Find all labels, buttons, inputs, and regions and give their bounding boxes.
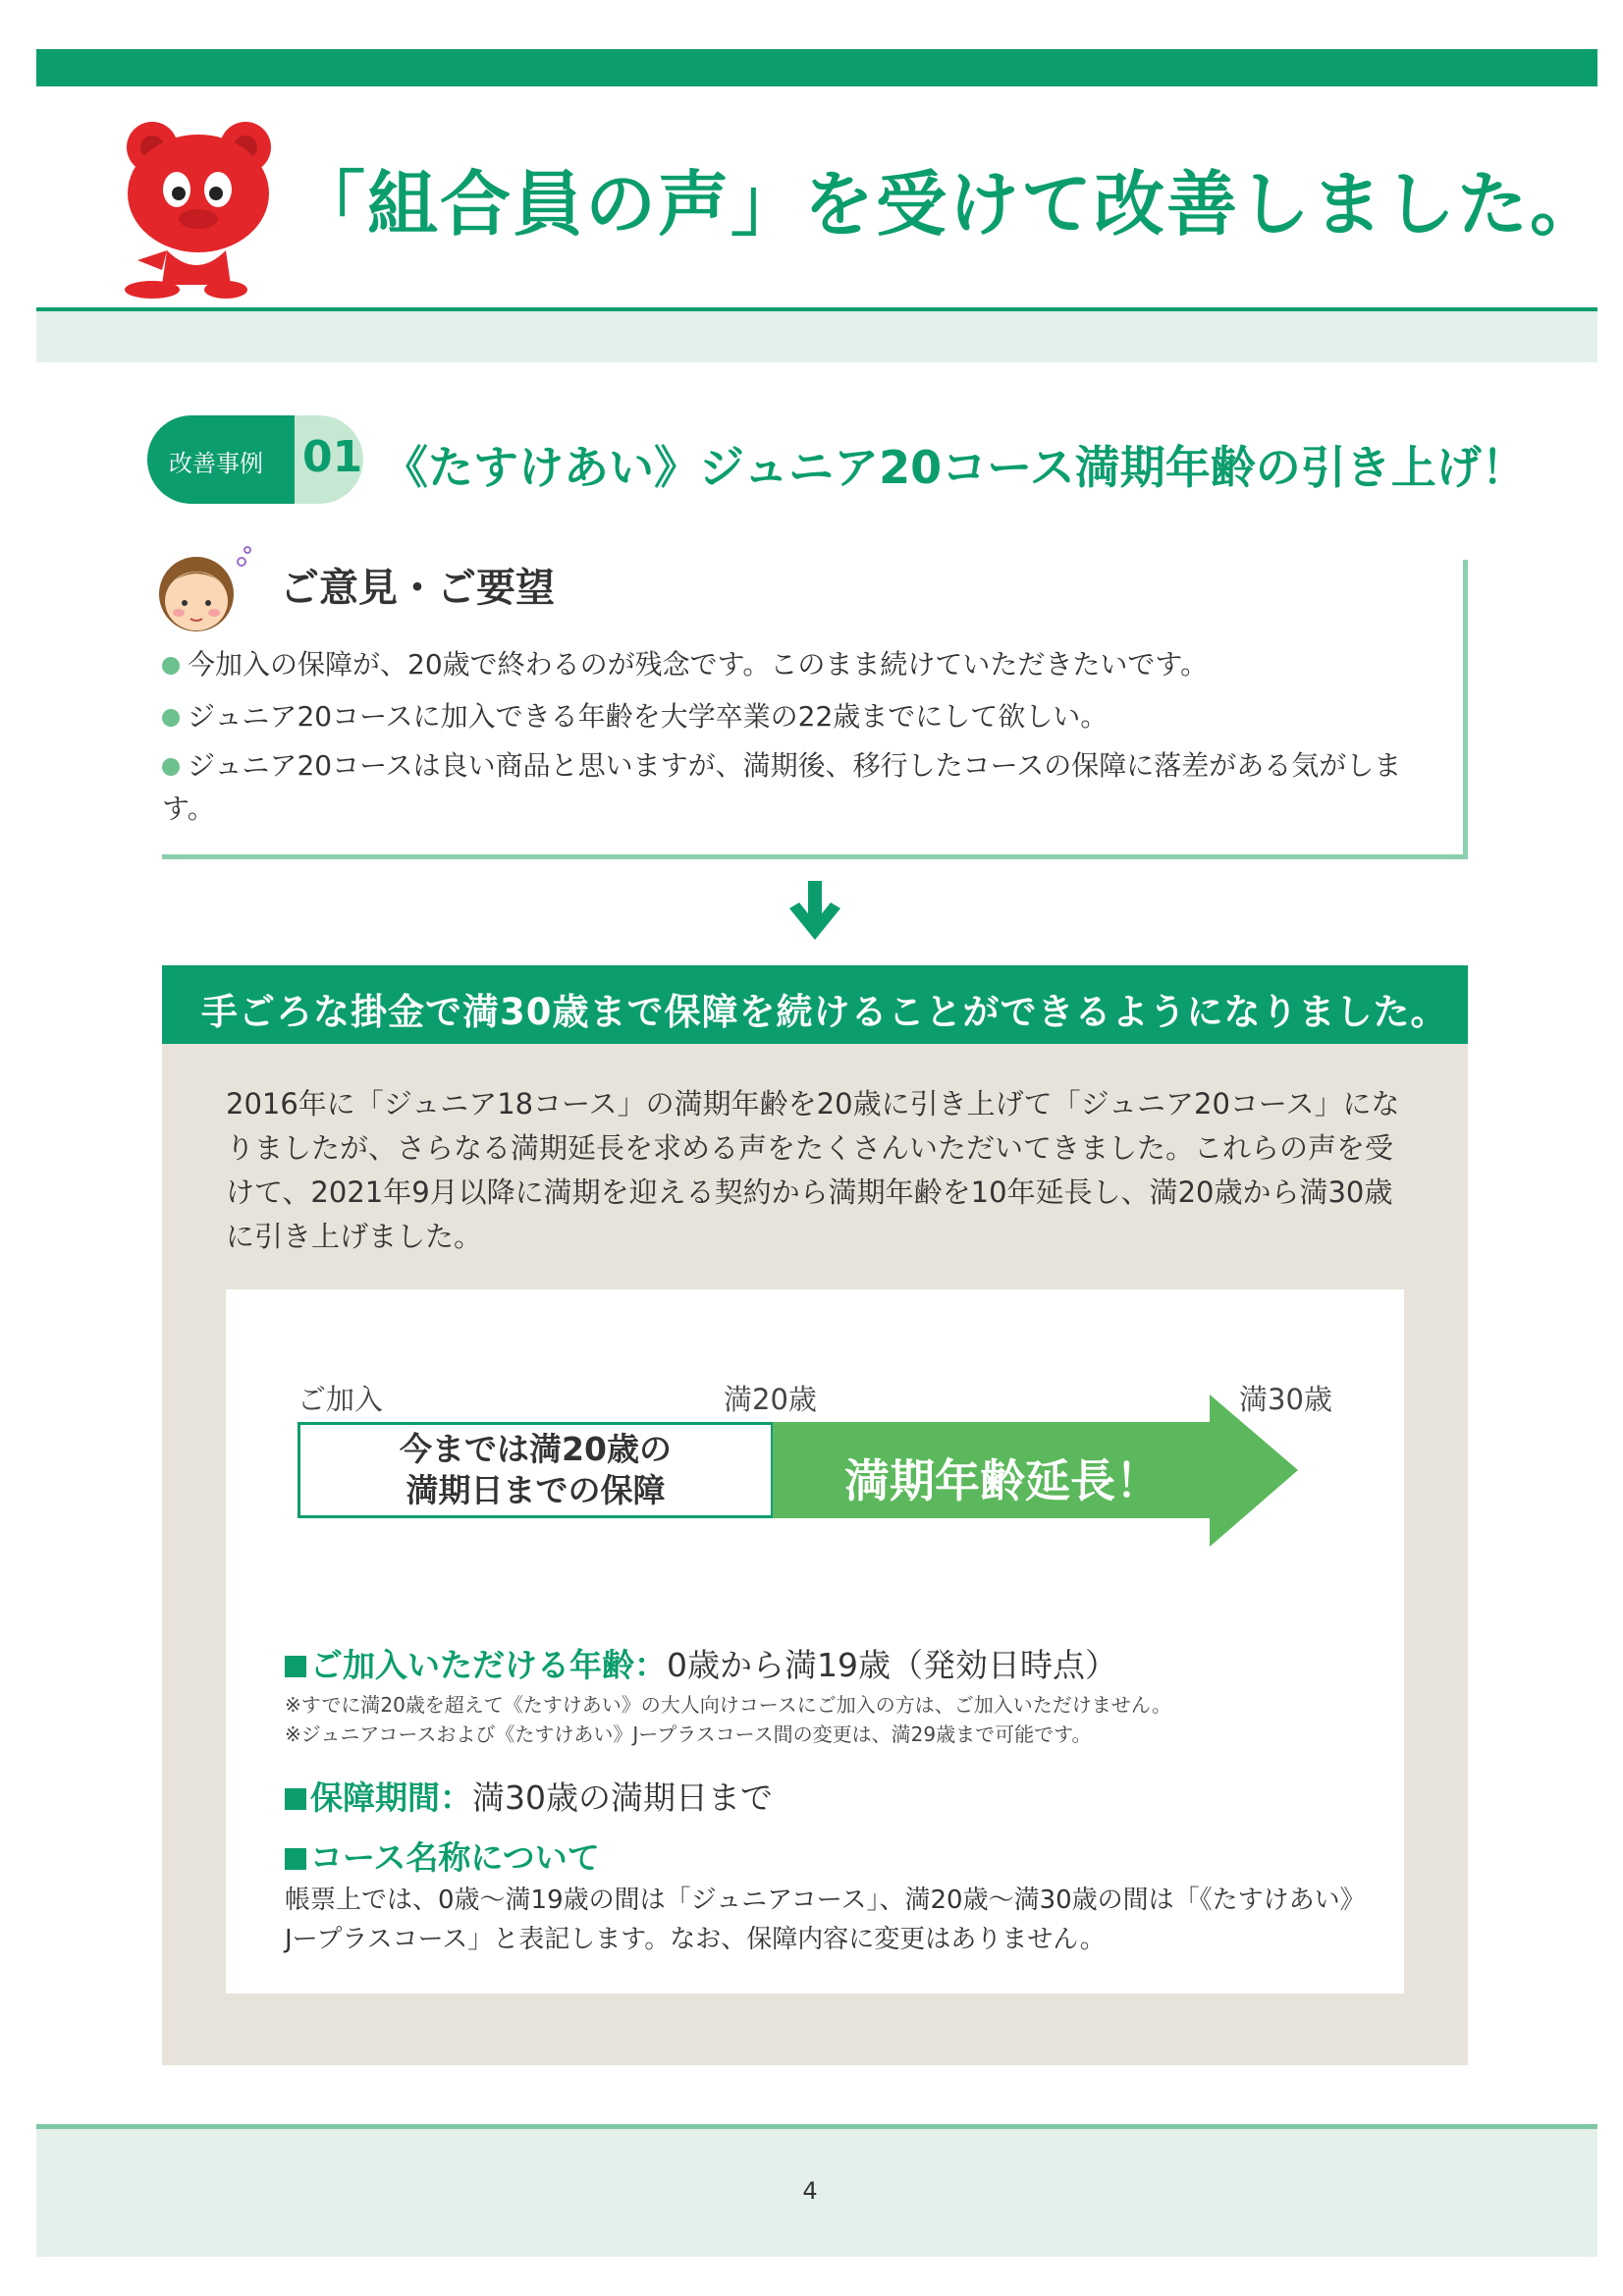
square-bullet-icon [285, 1788, 306, 1810]
top-bar [36, 49, 1597, 86]
square-bullet-icon [285, 1848, 306, 1870]
opinion-heading: ご意見・ご要望 [280, 566, 555, 611]
result-paragraph: 2016年に「ジュニア18コース」の満期年齢を20歳に引き上げて「ジュニア20コース」になりましたが、さらなる満期延長を求める声をたくさんいただいてきました。これらの声を受けて、2021年9月以降に満期を迎える契約から満期年齢を10年延長し、満20歳から満30歳に引き上げました。 [226, 1087, 1400, 1253]
timeline-mid-label: 満20歳 [724, 1383, 817, 1416]
age-heading: ご加入いただける年齢：0歳から満19歳（発効日時点） [285, 1640, 1117, 1686]
bear-mascot-icon [108, 113, 285, 300]
bullet-icon [162, 709, 180, 727]
case-number: 01 [302, 432, 363, 482]
page-number: 4 [802, 2177, 818, 2205]
case-title: 《たすけあい》ジュニア20コース満期年齢の引き上げ！ [383, 441, 1527, 494]
header-band [36, 307, 1597, 362]
down-arrow-icon [785, 879, 844, 948]
course-name-text: 帳票上では、0歳～満19歳の間は「ジュニアコース」、満20歳～満30歳の間は「《たすけあい》Jープラスコース」と表記します。なお、保障内容に変更はありません。 [285, 1886, 1353, 1954]
girl-face-icon [147, 540, 255, 638]
square-bullet-icon [285, 1656, 306, 1677]
extension-label: 満期年齢延長！ [844, 1454, 1161, 1507]
note-2: ※ジュニアコースおよび《たすけあい》Jープラスコース間の変更は、満29歳まで可能です。 [285, 1722, 1092, 1746]
bullet-icon [162, 657, 180, 675]
note-1: ※すでに満20歳を超えて《たすけあい》の大人向けコースにご加入の方は、ご加入いただけません。 [285, 1693, 1172, 1717]
result-banner-text: 手ごろな掛金で満30歳まで保障を続けることができるようになりました。 [201, 991, 1448, 1033]
period-heading: 保障期間：満30歳の満期日まで [285, 1773, 773, 1819]
opinion-item: ジュニア20コースに加入できる年齢を大学卒業の22歳までにして欲しい。 [162, 695, 1448, 738]
bullet-icon [162, 758, 180, 776]
opinion-item: 今加入の保障が、20歳で終わるのが残念です。このまま続けていただきたいです。 [162, 643, 1448, 686]
timeline-start-label: ご加入 [298, 1383, 384, 1416]
course-name-heading: コース名称について [285, 1832, 600, 1879]
timeline-end-label: 満30歳 [1239, 1383, 1332, 1416]
page-title: 「組合員の声」を受けて改善しました。 [295, 163, 1603, 246]
case-label: 改善事例 [169, 450, 263, 477]
opinion-item: ジュニア20コースは良い商品と思いますが、満期後、移行したコースの保障に落差がある気がします。 [162, 749, 1402, 825]
before-coverage-text: 今までは満20歳の 満期日までの保障 [400, 1430, 672, 1509]
